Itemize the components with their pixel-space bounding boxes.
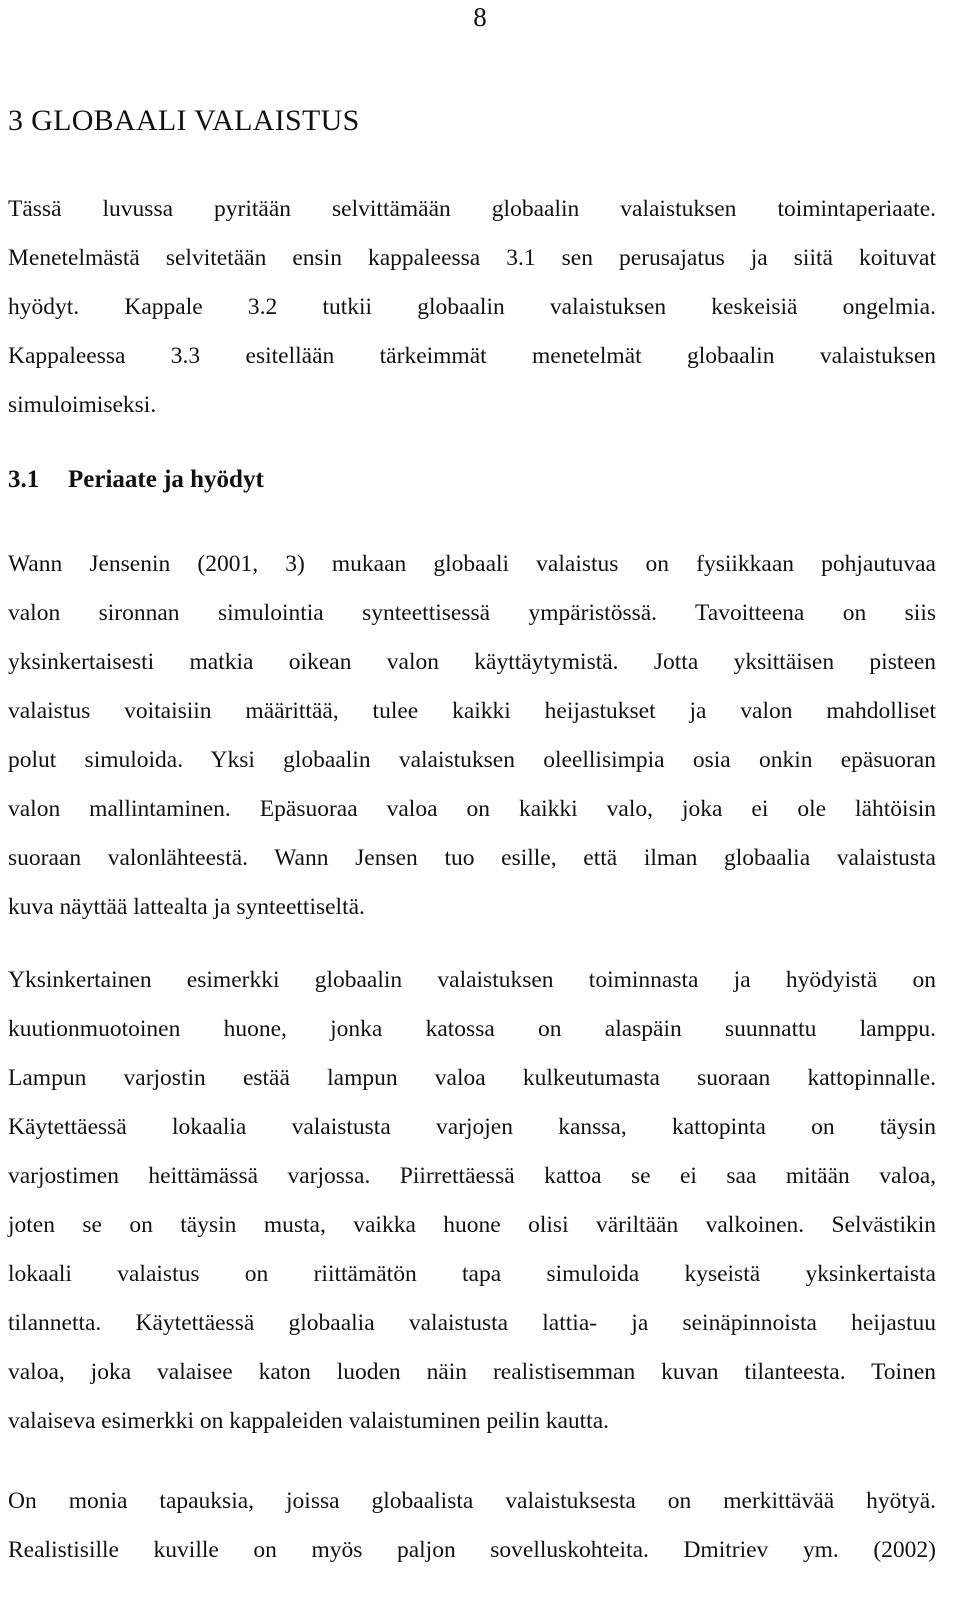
text-line: valon mallintaminen. Epäsuoraa valoa on kaikki valo, joka ei ole lähtöisin <box>8 796 936 822</box>
text-line: valaistus voitaisiin määrittää, tulee kaikki heijastukset ja valon mahdolliset <box>8 698 936 724</box>
text-line: Käytettäessä lokaalia valaistusta varjojen kanssa, kattopinta on täysin <box>8 1114 936 1140</box>
text-line: kuva näyttää lattealta ja synteettiseltä. <box>8 894 365 920</box>
text-line: Realistisille kuville on myös paljon sovelluskohteita. Dmitriev ym. (2002) <box>8 1537 936 1563</box>
text-line: joten se on täysin musta, vaikka huone olisi väriltään valkoinen. Selvästikin <box>8 1212 936 1238</box>
text-line: varjostimen heittämässä varjossa. Piirrettäessä kattoa se ei saa mitään valoa, <box>8 1163 936 1189</box>
intro-paragraph <box>8 191 936 436</box>
page-number: 8 <box>473 2 487 32</box>
text-line: Yksinkertainen esimerkki globaalin valaistuksen toiminnasta ja hyödyistä on <box>8 967 936 993</box>
section-number: 3.1 <box>8 466 40 493</box>
text-line: hyödyt. Kappale 3.2 tutkii globaalin valaistuksen keskeisiä ongelmia. <box>8 294 936 320</box>
section-title: Periaate ja hyödyt <box>68 466 264 493</box>
text-line: yksinkertaisesti matkia oikean valon käyttäytymistä. Jotta yksittäisen pisteen <box>8 649 936 675</box>
text-line: valoa, joka valaisee katon luoden näin realistisemman kuvan tilanteesta. Toinen <box>8 1359 936 1385</box>
text-line: simuloimiseksi. <box>8 392 157 418</box>
text-line: Lampun varjostin estää lampun valoa kulkeutumasta suoraan kattopinnalle. <box>8 1065 936 1091</box>
body-paragraph-1 <box>8 546 936 938</box>
text-line: suoraan valonlähteestä. Wann Jensen tuo esille, että ilman globaalia valaistusta <box>8 845 936 871</box>
text-line: kuutionmuotoinen huone, jonka katossa on alaspäin suunnattu lamppu. <box>8 1016 936 1042</box>
text-line: On monia tapauksia, joissa globaalista valaistuksesta on merkittävää hyötyä. <box>8 1488 936 1514</box>
text-line: valon sironnan simulointia synteettisessä ympäristössä. Tavoitteena on siis <box>8 600 936 626</box>
section-heading <box>8 463 264 497</box>
body-paragraph-2 <box>8 962 936 1452</box>
text-line: Menetelmästä selvitetään ensin kappaleessa 3.1 sen perusajatus ja siitä koituvat <box>8 245 936 271</box>
body-paragraph-3 <box>8 1483 936 1581</box>
chapter-title: 3 GLOBAALI VALAISTUS <box>8 104 360 137</box>
text-line: lokaali valaistus on riittämätön tapa simuloida kyseistä yksinkertaista <box>8 1261 936 1287</box>
text-line: polut simuloida. Yksi globaalin valaistuksen oleellisimpia osia onkin epäsuoran <box>8 747 936 773</box>
text-line: Wann Jensenin (2001, 3) mukaan globaali valaistus on fysiikkaan pohjautuvaa <box>8 551 936 577</box>
text-line: tilannetta. Käytettäessä globaalia valaistusta lattia- ja seinäpinnoista heijastuu <box>8 1310 936 1336</box>
text-line: Kappaleessa 3.3 esitellään tärkeimmät menetelmät globaalin valaistuksen <box>8 343 936 369</box>
text-line: valaiseva esimerkki on kappaleiden valaistuminen peilin kautta. <box>8 1408 610 1434</box>
text-line: Tässä luvussa pyritään selvittämään globaalin valaistuksen toimintaperiaate. <box>8 196 936 222</box>
